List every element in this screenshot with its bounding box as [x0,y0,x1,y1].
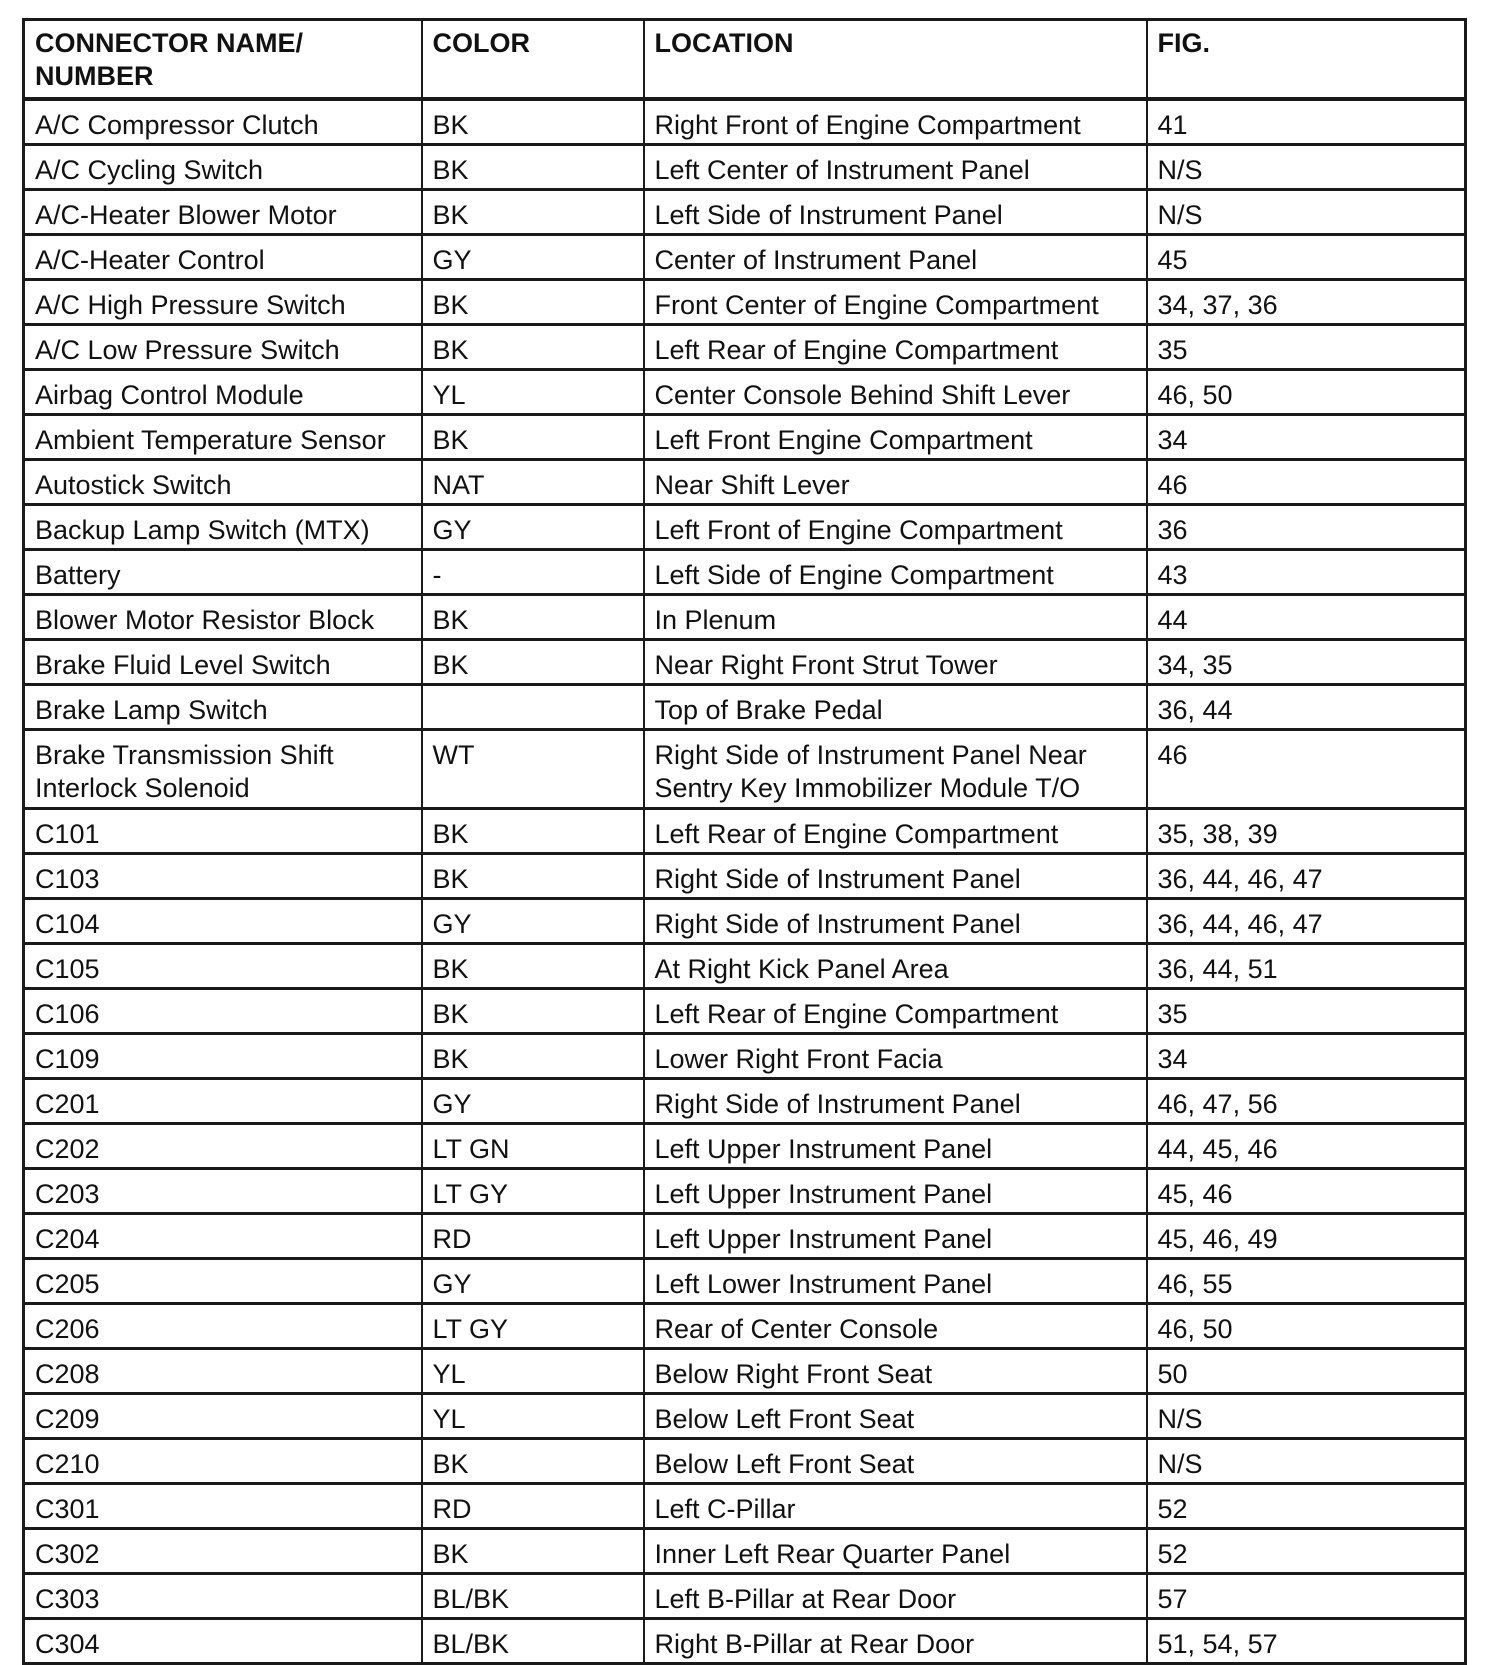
cell-fig: 36, 44, 51 [1147,944,1466,989]
cell-color: BK [422,280,644,325]
cell-connector-name: A/C Low Pressure Switch [24,325,422,370]
cell-connector-name: Brake Fluid Level Switch [24,640,422,685]
cell-location: Left Side of Instrument Panel [644,190,1147,235]
cell-color: GY [422,1079,644,1124]
cell-fig: 45, 46 [1147,1169,1466,1214]
table-row [24,1124,1466,1169]
cell-connector-name: A/C High Pressure Switch [24,280,422,325]
cell-color: BK [422,99,644,145]
cell-color: YL [422,1349,644,1394]
cell-fig: 51, 54, 57 [1147,1619,1466,1664]
cell-fig: 46, 50 [1147,1304,1466,1349]
header-fig: FIG. [1147,20,1466,100]
table-row [24,145,1466,190]
cell-location: Right Side of Instrument Panel Near Sentry Key Immobilizer Module T/O [644,730,1147,809]
cell-fig: 34, 35 [1147,640,1466,685]
cell-connector-name: C303 [24,1574,422,1619]
cell-fig: 46, 47, 56 [1147,1079,1466,1124]
cell-color: YL [422,1394,644,1439]
cell-location: Near Shift Lever [644,460,1147,505]
cell-connector-name: Blower Motor Resistor Block [24,595,422,640]
table-row [24,989,1466,1034]
header-location: LOCATION [644,20,1147,100]
cell-color [422,685,644,730]
cell-fig: 44, 45, 46 [1147,1124,1466,1169]
cell-location: In Plenum [644,595,1147,640]
cell-color: BL/BK [422,1574,644,1619]
cell-location: Left Upper Instrument Panel [644,1169,1147,1214]
table-row [24,1304,1466,1349]
cell-color: YL [422,370,644,415]
cell-connector-name: Battery [24,550,422,595]
cell-connector-name: C209 [24,1394,422,1439]
table-row [24,809,1466,854]
cell-fig: 45, 46, 49 [1147,1214,1466,1259]
cell-connector-name: C105 [24,944,422,989]
cell-fig: 45 [1147,235,1466,280]
cell-color: LT GY [422,1304,644,1349]
header-connector-name: CONNECTOR NAME/ NUMBER [24,20,422,100]
table-body [24,99,1466,1664]
table-row [24,325,1466,370]
cell-fig: 46, 50 [1147,370,1466,415]
cell-fig: N/S [1147,1439,1466,1484]
cell-connector-name: Autostick Switch [24,460,422,505]
cell-color: BK [422,640,644,685]
cell-color: BK [422,854,644,899]
table-row [24,415,1466,460]
table-row [24,1394,1466,1439]
cell-connector-name: C206 [24,1304,422,1349]
cell-location: Right B-Pillar at Rear Door [644,1619,1147,1664]
cell-color: BK [422,415,644,460]
cell-color: RD [422,1484,644,1529]
cell-fig: 50 [1147,1349,1466,1394]
cell-connector-name: Backup Lamp Switch (MTX) [24,505,422,550]
cell-connector-name: C106 [24,989,422,1034]
cell-color: BK [422,190,644,235]
table-row [24,899,1466,944]
cell-location: Left Upper Instrument Panel [644,1124,1147,1169]
cell-connector-name: A/C Compressor Clutch [24,99,422,145]
cell-location: Lower Right Front Facia [644,1034,1147,1079]
table-row [24,1349,1466,1394]
cell-fig: 44 [1147,595,1466,640]
cell-location: Center of Instrument Panel [644,235,1147,280]
table-row [24,685,1466,730]
table-row [24,280,1466,325]
cell-color: BL/BK [422,1619,644,1664]
table-row [24,1034,1466,1079]
cell-location: Left Side of Engine Compartment [644,550,1147,595]
cell-connector-name: C210 [24,1439,422,1484]
cell-location: Left Lower Instrument Panel [644,1259,1147,1304]
cell-color: RD [422,1214,644,1259]
cell-connector-name: C204 [24,1214,422,1259]
cell-fig: 36 [1147,505,1466,550]
table-row [24,505,1466,550]
cell-location: Near Right Front Strut Tower [644,640,1147,685]
cell-connector-name: C103 [24,854,422,899]
cell-location: Below Left Front Seat [644,1439,1147,1484]
cell-location: Center Console Behind Shift Lever [644,370,1147,415]
table-row [24,1214,1466,1259]
table-row [24,550,1466,595]
cell-location: Left B-Pillar at Rear Door [644,1574,1147,1619]
cell-location: Below Left Front Seat [644,1394,1147,1439]
table-row [24,1619,1466,1664]
cell-color: LT GY [422,1169,644,1214]
table-row [24,1574,1466,1619]
header-color: COLOR [422,20,644,100]
cell-color: BK [422,145,644,190]
cell-connector-name: C101 [24,809,422,854]
cell-connector-name: C202 [24,1124,422,1169]
cell-connector-name: C205 [24,1259,422,1304]
cell-fig: 34, 37, 36 [1147,280,1466,325]
cell-fig: 46 [1147,730,1466,809]
table-header-row [24,20,1466,100]
table-row [24,1079,1466,1124]
cell-connector-name: C208 [24,1349,422,1394]
cell-color: NAT [422,460,644,505]
cell-location: Below Right Front Seat [644,1349,1147,1394]
cell-location: Left Rear of Engine Compartment [644,989,1147,1034]
cell-color: BK [422,989,644,1034]
cell-location: Left C-Pillar [644,1484,1147,1529]
cell-location: Right Side of Instrument Panel [644,854,1147,899]
cell-fig: N/S [1147,190,1466,235]
table-row [24,1484,1466,1529]
cell-fig: 43 [1147,550,1466,595]
cell-color: BK [422,325,644,370]
cell-connector-name: Brake Transmission Shift Interlock Solenoid [24,730,422,809]
cell-location: At Right Kick Panel Area [644,944,1147,989]
cell-connector-name: C201 [24,1079,422,1124]
table-row [24,370,1466,415]
table-row [24,595,1466,640]
cell-fig: 36, 44 [1147,685,1466,730]
cell-color: BK [422,1439,644,1484]
cell-color: GY [422,1259,644,1304]
cell-location: Left Rear of Engine Compartment [644,325,1147,370]
cell-location: Rear of Center Console [644,1304,1147,1349]
cell-connector-name: C109 [24,1034,422,1079]
table-row [24,640,1466,685]
table-row [24,190,1466,235]
cell-color: BK [422,1529,644,1574]
cell-location: Top of Brake Pedal [644,685,1147,730]
table-row [24,730,1466,809]
table-row [24,1529,1466,1574]
cell-fig: 36, 44, 46, 47 [1147,854,1466,899]
cell-fig: 35 [1147,989,1466,1034]
cell-fig: 34 [1147,415,1466,460]
table-row [24,460,1466,505]
cell-fig: 41 [1147,99,1466,145]
cell-color: BK [422,595,644,640]
cell-connector-name: C203 [24,1169,422,1214]
cell-fig: 52 [1147,1484,1466,1529]
cell-location: Right Front of Engine Compartment [644,99,1147,145]
table-row [24,1439,1466,1484]
cell-fig: N/S [1147,145,1466,190]
cell-color: LT GN [422,1124,644,1169]
cell-location: Left Upper Instrument Panel [644,1214,1147,1259]
cell-color: BK [422,809,644,854]
cell-fig: 35, 38, 39 [1147,809,1466,854]
cell-color: GY [422,505,644,550]
cell-location: Left Center of Instrument Panel [644,145,1147,190]
cell-location: Right Side of Instrument Panel [644,1079,1147,1124]
cell-location: Inner Left Rear Quarter Panel [644,1529,1147,1574]
cell-location: Front Center of Engine Compartment [644,280,1147,325]
cell-fig: 52 [1147,1529,1466,1574]
cell-location: Left Front of Engine Compartment [644,505,1147,550]
connector-location-table [22,18,1467,1665]
table-row [24,854,1466,899]
cell-fig: 57 [1147,1574,1466,1619]
table-row [24,235,1466,280]
cell-connector-name: A/C-Heater Blower Motor [24,190,422,235]
table-row [24,1169,1466,1214]
table-row [24,944,1466,989]
cell-fig: 34 [1147,1034,1466,1079]
cell-connector-name: C304 [24,1619,422,1664]
cell-location: Left Rear of Engine Compartment [644,809,1147,854]
cell-color: BK [422,944,644,989]
cell-connector-name: Airbag Control Module [24,370,422,415]
table-row [24,99,1466,145]
cell-connector-name: C301 [24,1484,422,1529]
cell-color: GY [422,899,644,944]
cell-connector-name: A/C-Heater Control [24,235,422,280]
cell-location: Left Front Engine Compartment [644,415,1147,460]
cell-fig: 35 [1147,325,1466,370]
cell-connector-name: A/C Cycling Switch [24,145,422,190]
cell-fig: 36, 44, 46, 47 [1147,899,1466,944]
cell-color: GY [422,235,644,280]
cell-fig: 46, 55 [1147,1259,1466,1304]
cell-color: - [422,550,644,595]
cell-connector-name: C104 [24,899,422,944]
cell-connector-name: C302 [24,1529,422,1574]
cell-fig: N/S [1147,1394,1466,1439]
cell-connector-name: Ambient Temperature Sensor [24,415,422,460]
table-row [24,1259,1466,1304]
cell-color: WT [422,730,644,809]
cell-color: BK [422,1034,644,1079]
cell-fig: 46 [1147,460,1466,505]
cell-location: Right Side of Instrument Panel [644,899,1147,944]
cell-connector-name: Brake Lamp Switch [24,685,422,730]
